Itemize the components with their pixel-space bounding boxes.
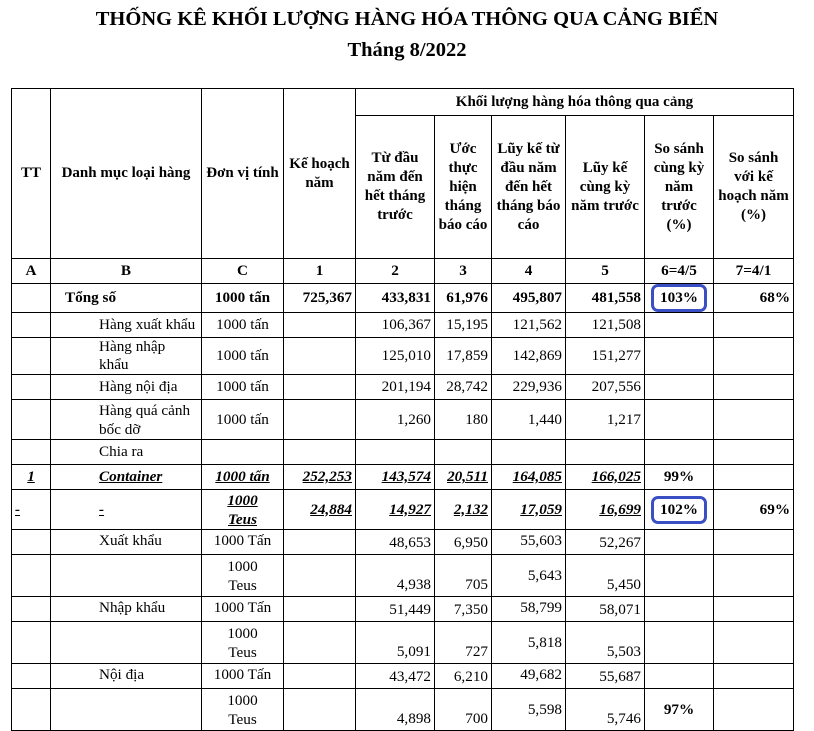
- row-name: Nội địa: [51, 664, 202, 689]
- row-unit: 1000 tấn: [202, 338, 284, 375]
- row-est: 705: [435, 555, 492, 597]
- row-cum: 142,869: [492, 338, 566, 375]
- header-category: Danh mục loại hàng: [51, 89, 202, 259]
- header-cmp-plan: So sánh với kế hoạch năm (%): [714, 116, 794, 259]
- row-name: Container: [51, 465, 202, 490]
- code-cell: A: [12, 259, 51, 284]
- code-cell: 7=4/1: [714, 259, 794, 284]
- code-cell: 5: [566, 259, 645, 284]
- row-name: Hàng nhập khẩu: [51, 338, 202, 375]
- row-prev: 16,699: [566, 490, 645, 530]
- table-row: [12, 555, 794, 597]
- row-prev: 55,687: [566, 664, 645, 689]
- row-name: Tổng số: [51, 284, 202, 313]
- row-est: 727: [435, 622, 492, 664]
- row-tt: 1: [12, 465, 51, 490]
- table-row: [12, 313, 794, 338]
- row-unit: 1000 tấn: [202, 375, 284, 400]
- row-unit: 1000 Teus: [202, 555, 284, 597]
- row-est: 6,950: [435, 530, 492, 555]
- row-cmp-prev-cell: [645, 490, 714, 530]
- row-unit: 1000 Teus: [202, 490, 284, 530]
- row-ytd: 43,472: [356, 664, 435, 689]
- row-est: 7,350: [435, 597, 492, 622]
- row-cum: 121,562: [492, 313, 566, 338]
- row-name: Xuất khẩu: [51, 530, 202, 555]
- row-cum: 1,440: [492, 400, 566, 440]
- header-group: Khối lượng hàng hóa thông qua cảng: [356, 89, 794, 116]
- code-cell: 3: [435, 259, 492, 284]
- row-cum: 5,598: [492, 689, 566, 731]
- header-cum: Lũy kế từ đầu năm đến hết tháng báo cáo: [492, 116, 566, 259]
- row-cmp-prev: 99%: [645, 465, 714, 490]
- table-row-total: [12, 284, 794, 313]
- row-prev: 5,450: [566, 555, 645, 597]
- row-cum: 5,818: [492, 622, 566, 664]
- row-cmp-prev: 97%: [645, 689, 714, 731]
- row-unit: 1000 Tấn: [202, 597, 284, 622]
- row-cum: 5,643: [492, 555, 566, 597]
- row-ytd: 201,194: [356, 375, 435, 400]
- document-title: THỐNG KÊ KHỐI LƯỢNG HÀNG HÓA THÔNG QUA CẢNG BIỂN: [95, 8, 719, 30]
- header-plan: Kế hoạch năm: [284, 89, 356, 259]
- row-ytd: 4,938: [356, 555, 435, 597]
- column-code-row: [12, 259, 794, 284]
- row-ytd: 51,449: [356, 597, 435, 622]
- row-cum: 495,807: [492, 284, 566, 313]
- row-prev: 121,508: [566, 313, 645, 338]
- header-est: Ước thực hiện tháng báo cáo: [435, 116, 492, 259]
- row-unit: 1000 tấn: [202, 313, 284, 338]
- header-ytd: Từ đầu năm đến hết tháng trước: [356, 116, 435, 259]
- table-row: [12, 375, 794, 400]
- row-est: 700: [435, 689, 492, 731]
- row-name: Nhập khẩu: [51, 597, 202, 622]
- row-name: Hàng quá cảnh bốc dỡ: [51, 400, 202, 440]
- row-unit: 1000 tấn: [202, 284, 284, 313]
- row-est: 6,210: [435, 664, 492, 689]
- table-row-container: [12, 465, 794, 490]
- row-prev: 207,556: [566, 375, 645, 400]
- row-tt: -: [12, 490, 51, 530]
- row-ytd: 143,574: [356, 465, 435, 490]
- table-row: [12, 440, 794, 465]
- row-unit: 1000 Tấn: [202, 664, 284, 689]
- row-ytd: 1,260: [356, 400, 435, 440]
- row-plan: 24,884: [284, 490, 356, 530]
- row-est: 28,742: [435, 375, 492, 400]
- row-name: Chia ra: [51, 440, 202, 465]
- row-cmp-plan: 69%: [714, 490, 794, 530]
- row-name: Hàng xuất khẩu: [51, 313, 202, 338]
- code-cell: 6=4/5: [645, 259, 714, 284]
- row-est: 15,195: [435, 313, 492, 338]
- row-cum: 17,059: [492, 490, 566, 530]
- code-cell: 1: [284, 259, 356, 284]
- row-cum: 55,603: [492, 530, 566, 555]
- document-subtitle: Tháng 8/2022: [347, 39, 467, 61]
- row-prev: 166,025: [566, 465, 645, 490]
- header-tt: TT: [12, 89, 51, 259]
- row-plan: 725,367: [284, 284, 356, 313]
- row-est: 180: [435, 400, 492, 440]
- row-ytd: 5,091: [356, 622, 435, 664]
- cargo-statistics-table: [11, 88, 794, 731]
- row-unit: 1000 Tấn: [202, 530, 284, 555]
- row-ytd: 433,831: [356, 284, 435, 313]
- row-prev: 481,558: [566, 284, 645, 313]
- row-ytd: 106,367: [356, 313, 435, 338]
- row-ytd: 48,653: [356, 530, 435, 555]
- table-row-container-teus: [12, 490, 794, 530]
- code-cell: C: [202, 259, 284, 284]
- code-cell: B: [51, 259, 202, 284]
- table-row: [12, 597, 794, 622]
- table-row: [12, 664, 794, 689]
- row-ytd: 125,010: [356, 338, 435, 375]
- row-prev: 1,217: [566, 400, 645, 440]
- row-ytd: 4,898: [356, 689, 435, 731]
- row-est: 17,859: [435, 338, 492, 375]
- row-prev: 5,746: [566, 689, 645, 731]
- header-cmp-prev: So sánh cùng kỳ năm trước (%): [645, 116, 714, 259]
- row-unit: 1000 tấn: [202, 465, 284, 490]
- table-row: [12, 689, 794, 731]
- row-unit: 1000 tấn: [202, 400, 284, 440]
- row-prev: 5,503: [566, 622, 645, 664]
- header-cum-prev: Lũy kế cùng kỳ năm trước: [566, 116, 645, 259]
- row-name: -: [51, 490, 202, 530]
- table-row: [12, 338, 794, 375]
- code-cell: 2: [356, 259, 435, 284]
- highlighted-percent: 103%: [651, 284, 707, 312]
- table-row: [12, 530, 794, 555]
- header-unit: Đơn vị tính: [202, 89, 284, 259]
- row-cum: 49,682: [492, 664, 566, 689]
- row-name: Hàng nội địa: [51, 375, 202, 400]
- row-cum: 58,799: [492, 597, 566, 622]
- row-unit: 1000 Teus: [202, 689, 284, 731]
- row-prev: 58,071: [566, 597, 645, 622]
- row-plan: 252,253: [284, 465, 356, 490]
- row-prev: 52,267: [566, 530, 645, 555]
- highlighted-percent: 102%: [651, 496, 707, 524]
- row-cum: 229,936: [492, 375, 566, 400]
- row-cum: 164,085: [492, 465, 566, 490]
- row-cmp-prev-cell: [645, 284, 714, 313]
- table-row: [12, 400, 794, 440]
- table-row: [12, 622, 794, 664]
- row-cmp-plan: 68%: [714, 284, 794, 313]
- row-est: 61,976: [435, 284, 492, 313]
- row-prev: 151,277: [566, 338, 645, 375]
- row-est: 20,511: [435, 465, 492, 490]
- row-est: 2,132: [435, 490, 492, 530]
- row-unit: 1000 Teus: [202, 622, 284, 664]
- code-cell: 4: [492, 259, 566, 284]
- row-ytd: 14,927: [356, 490, 435, 530]
